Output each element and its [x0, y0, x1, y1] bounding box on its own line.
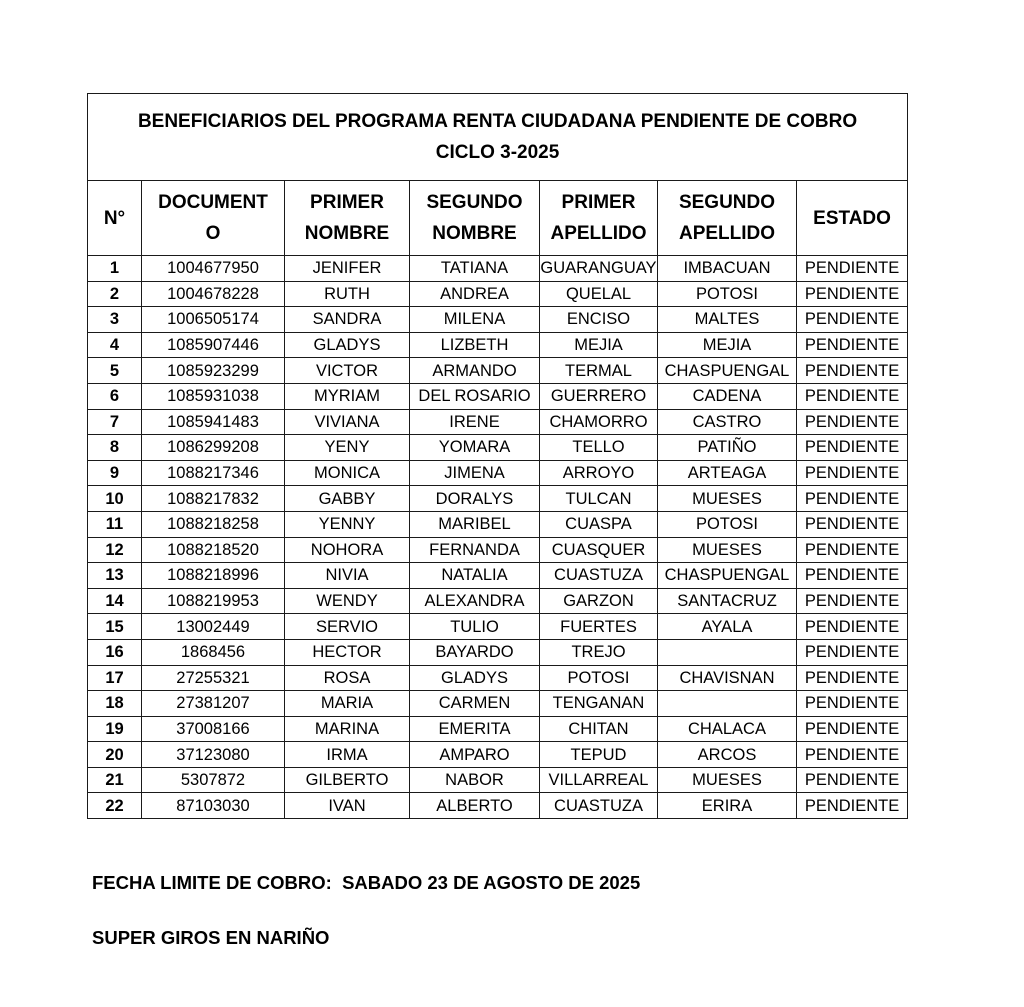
document-number: 1086299208	[142, 435, 285, 461]
second-surname: POTOSI	[658, 511, 797, 537]
status: PENDIENTE	[797, 486, 908, 512]
document-number: 1088218520	[142, 537, 285, 563]
second-name: ALBERTO	[410, 793, 540, 819]
second-surname: MUESES	[658, 767, 797, 793]
document-number: 1088217832	[142, 486, 285, 512]
status: PENDIENTE	[797, 332, 908, 358]
first-name: JENIFER	[285, 256, 410, 282]
row-number: 1	[88, 256, 142, 282]
first-name: NOHORA	[285, 537, 410, 563]
second-surname: SANTACRUZ	[658, 588, 797, 614]
first-name: MARIA	[285, 691, 410, 717]
status: PENDIENTE	[797, 460, 908, 486]
document-number: 27381207	[142, 691, 285, 717]
row-number: 3	[88, 307, 142, 333]
second-surname: CHAVISNAN	[658, 665, 797, 691]
header-line: SEGUNDO	[678, 192, 776, 213]
second-surname	[658, 691, 797, 717]
second-surname: ERIRA	[658, 793, 797, 819]
status: PENDIENTE	[797, 639, 908, 665]
table-row	[88, 639, 908, 665]
first-surname: ENCISO	[540, 307, 658, 333]
second-surname: AYALA	[658, 614, 797, 640]
status: PENDIENTE	[797, 742, 908, 768]
col-first-name-header	[285, 181, 410, 256]
status: PENDIENTE	[797, 588, 908, 614]
document-number: 27255321	[142, 665, 285, 691]
row-number: 17	[88, 665, 142, 691]
row-number: 21	[88, 767, 142, 793]
table-row	[88, 614, 908, 640]
row-number: 16	[88, 639, 142, 665]
document-number: 1088218996	[142, 563, 285, 589]
row-number: 13	[88, 563, 142, 589]
first-surname: CHAMORRO	[540, 409, 658, 435]
second-surname	[658, 639, 797, 665]
second-name: BAYARDO	[410, 639, 540, 665]
row-number: 22	[88, 793, 142, 819]
table-title	[88, 94, 908, 181]
status: PENDIENTE	[797, 614, 908, 640]
first-name: MYRIAM	[285, 383, 410, 409]
document-number: 5307872	[142, 767, 285, 793]
header-line: NOMBRE	[432, 223, 517, 244]
second-name: TULIO	[410, 614, 540, 640]
second-name: AMPARO	[410, 742, 540, 768]
first-name: VICTOR	[285, 358, 410, 384]
first-surname: TENGANAN	[540, 691, 658, 717]
table-row	[88, 435, 908, 461]
header-line: NOMBRE	[304, 223, 390, 244]
document-number: 13002449	[142, 614, 285, 640]
status: PENDIENTE	[797, 409, 908, 435]
first-surname: GARZON	[540, 588, 658, 614]
status: PENDIENTE	[797, 256, 908, 282]
header-line: APELLIDO	[550, 223, 647, 244]
row-number: 19	[88, 716, 142, 742]
status: PENDIENTE	[797, 435, 908, 461]
second-name: ANDREA	[410, 281, 540, 307]
status: PENDIENTE	[797, 767, 908, 793]
table-row	[88, 332, 908, 358]
second-name: TATIANA	[410, 256, 540, 282]
row-number: 12	[88, 537, 142, 563]
table-body	[88, 256, 908, 819]
status: PENDIENTE	[797, 511, 908, 537]
first-surname: CHITAN	[540, 716, 658, 742]
first-surname: CUASTUZA	[540, 793, 658, 819]
document-number: 1085931038	[142, 383, 285, 409]
first-surname: ARROYO	[540, 460, 658, 486]
row-number: 7	[88, 409, 142, 435]
first-surname: GUARANGUAY	[540, 256, 658, 282]
first-name: GLADYS	[285, 332, 410, 358]
status: PENDIENTE	[797, 793, 908, 819]
first-name: HECTOR	[285, 639, 410, 665]
table-row	[88, 691, 908, 717]
document-number: 1085907446	[142, 332, 285, 358]
first-name: YENY	[285, 435, 410, 461]
location-text: SUPER GIROS EN NARIÑO	[92, 927, 330, 948]
first-name: IVAN	[285, 793, 410, 819]
table-row	[88, 793, 908, 819]
row-number: 2	[88, 281, 142, 307]
first-surname: POTOSI	[540, 665, 658, 691]
table-row	[88, 409, 908, 435]
beneficiaries-table	[87, 93, 908, 819]
col-status-header	[797, 181, 908, 256]
status: PENDIENTE	[797, 383, 908, 409]
row-number: 8	[88, 435, 142, 461]
second-surname: MUESES	[658, 537, 797, 563]
document-number: 1004677950	[142, 256, 285, 282]
second-name: JIMENA	[410, 460, 540, 486]
first-name: RUTH	[285, 281, 410, 307]
first-name: WENDY	[285, 588, 410, 614]
first-name: ROSA	[285, 665, 410, 691]
first-name: SANDRA	[285, 307, 410, 333]
status: PENDIENTE	[797, 358, 908, 384]
table-row	[88, 665, 908, 691]
header-line: N°	[103, 207, 126, 229]
row-number: 9	[88, 460, 142, 486]
second-surname: IMBACUAN	[658, 256, 797, 282]
table-row	[88, 383, 908, 409]
first-surname: CUASTUZA	[540, 563, 658, 589]
table-row	[88, 511, 908, 537]
first-name: MARINA	[285, 716, 410, 742]
second-surname: PATIÑO	[658, 435, 797, 461]
first-surname: TEPUD	[540, 742, 658, 768]
second-name: NABOR	[410, 767, 540, 793]
document-number: 1006505174	[142, 307, 285, 333]
second-name: LIZBETH	[410, 332, 540, 358]
first-surname: CUASQUER	[540, 537, 658, 563]
table-row	[88, 307, 908, 333]
table-row	[88, 281, 908, 307]
first-surname: VILLARREAL	[540, 767, 658, 793]
col-second-surname-header	[658, 181, 797, 256]
deadline-text: FECHA LIMITE DE COBRO: SABADO 23 DE AGOSTO DE 2025	[92, 872, 641, 893]
second-name: FERNANDA	[410, 537, 540, 563]
document-number: 1085941483	[142, 409, 285, 435]
second-surname: CHASPUENGAL	[658, 358, 797, 384]
status: PENDIENTE	[797, 307, 908, 333]
first-name: MONICA	[285, 460, 410, 486]
document-number: 1088217346	[142, 460, 285, 486]
first-surname: GUERRERO	[540, 383, 658, 409]
document-number: 1004678228	[142, 281, 285, 307]
first-name: IRMA	[285, 742, 410, 768]
first-surname: TERMAL	[540, 358, 658, 384]
document-number: 37123080	[142, 742, 285, 768]
status: PENDIENTE	[797, 281, 908, 307]
row-number: 6	[88, 383, 142, 409]
second-surname: ARTEAGA	[658, 460, 797, 486]
row-number: 4	[88, 332, 142, 358]
second-name: IRENE	[410, 409, 540, 435]
row-number: 11	[88, 511, 142, 537]
document-number: 1868456	[142, 639, 285, 665]
second-name: DEL ROSARIO	[410, 383, 540, 409]
first-surname: CUASPA	[540, 511, 658, 537]
document-number: 1088218258	[142, 511, 285, 537]
document-number: 1085923299	[142, 358, 285, 384]
second-name: ARMANDO	[410, 358, 540, 384]
row-number: 15	[88, 614, 142, 640]
second-surname: MUESES	[658, 486, 797, 512]
second-name: YOMARA	[410, 435, 540, 461]
header-line: ESTADO	[813, 207, 891, 229]
title-line-1: BENEFICIARIOS DEL PROGRAMA RENTA CIUDADANA PENDIENTE DE COBRO	[137, 111, 858, 132]
table-row	[88, 767, 908, 793]
row-number: 14	[88, 588, 142, 614]
first-surname: TULCAN	[540, 486, 658, 512]
second-surname: CHALACA	[658, 716, 797, 742]
second-name: DORALYS	[410, 486, 540, 512]
table-row	[88, 588, 908, 614]
first-name: YENNY	[285, 511, 410, 537]
row-number: 20	[88, 742, 142, 768]
header-line: PRIMER	[561, 192, 636, 213]
table-row	[88, 460, 908, 486]
first-name: GILBERTO	[285, 767, 410, 793]
second-name: ALEXANDRA	[410, 588, 540, 614]
col-number-header	[88, 181, 142, 256]
status: PENDIENTE	[797, 716, 908, 742]
second-surname: POTOSI	[658, 281, 797, 307]
first-name: GABBY	[285, 486, 410, 512]
table-row	[88, 742, 908, 768]
second-name: EMERITA	[410, 716, 540, 742]
second-name: MILENA	[410, 307, 540, 333]
table-row	[88, 716, 908, 742]
table-row	[88, 537, 908, 563]
row-number: 18	[88, 691, 142, 717]
first-surname: TREJO	[540, 639, 658, 665]
first-surname: QUELAL	[540, 281, 658, 307]
second-surname: MALTES	[658, 307, 797, 333]
header-line: SEGUNDO	[426, 192, 523, 213]
second-name: GLADYS	[410, 665, 540, 691]
table-row	[88, 358, 908, 384]
title-line-2: CICLO 3-2025	[435, 142, 560, 163]
table-row	[88, 486, 908, 512]
second-surname: MEJIA	[658, 332, 797, 358]
header-line: PRIMER	[310, 192, 384, 213]
col-first-surname-header	[540, 181, 658, 256]
row-number: 10	[88, 486, 142, 512]
status: PENDIENTE	[797, 563, 908, 589]
second-name: NATALIA	[410, 563, 540, 589]
second-name: CARMEN	[410, 691, 540, 717]
first-surname: FUERTES	[540, 614, 658, 640]
first-surname: MEJIA	[540, 332, 658, 358]
column-header-row	[88, 181, 908, 256]
second-surname: CHASPUENGAL	[658, 563, 797, 589]
status: PENDIENTE	[797, 691, 908, 717]
col-document-header	[142, 181, 285, 256]
title-row	[88, 94, 908, 181]
second-surname: ARCOS	[658, 742, 797, 768]
header-line: APELLIDO	[678, 223, 776, 244]
table-row	[88, 256, 908, 282]
second-name: MARIBEL	[410, 511, 540, 537]
first-surname: TELLO	[540, 435, 658, 461]
document-number: 37008166	[142, 716, 285, 742]
second-surname: CADENA	[658, 383, 797, 409]
first-name: SERVIO	[285, 614, 410, 640]
header-line: DOCUMENT	[158, 192, 268, 213]
col-second-name-header	[410, 181, 540, 256]
first-name: VIVIANA	[285, 409, 410, 435]
second-surname: CASTRO	[658, 409, 797, 435]
status: PENDIENTE	[797, 537, 908, 563]
row-number: 5	[88, 358, 142, 384]
header-line: O	[205, 223, 221, 244]
status: PENDIENTE	[797, 665, 908, 691]
table-row	[88, 563, 908, 589]
first-name: NIVIA	[285, 563, 410, 589]
document-number: 1088219953	[142, 588, 285, 614]
document-number: 87103030	[142, 793, 285, 819]
